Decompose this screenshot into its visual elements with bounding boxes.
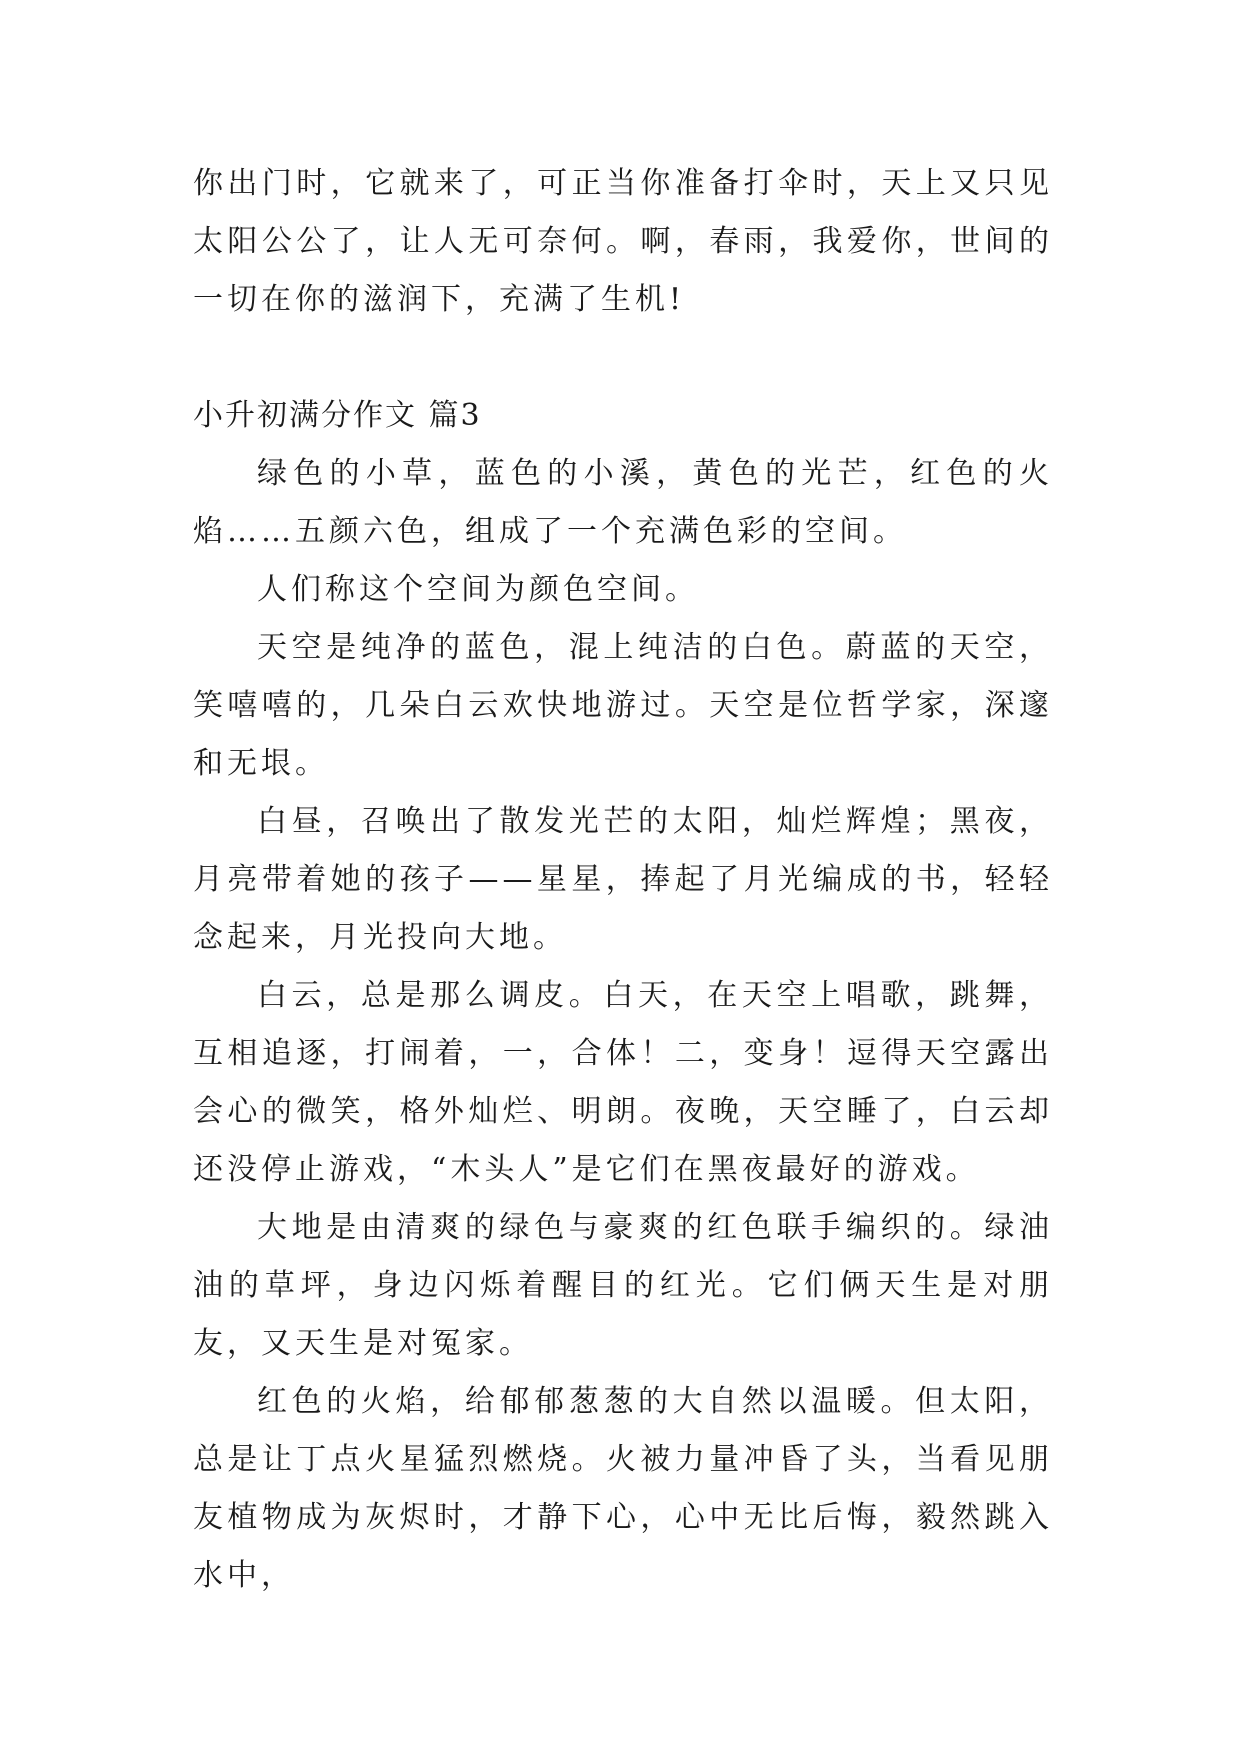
section-title: 小升初满分作文 篇3 xyxy=(193,398,482,433)
paragraph-3: 天空是纯净的蓝色，混上纯洁的白色。蔚蓝的天空，笑嘻嘻的，几朵白云欢快地游过。天空是位哲学家，深邃和无垠。 xyxy=(193,630,1053,781)
paragraph-7: 红色的火焰，给郁郁葱葱的大自然以温暖。但太阳，总是让丁点火星猛烈燃烧。火被力量冲昏了头，当看见朋友植物成为灰烬时，才静下心，心中无比后悔，毅然跳入水中， xyxy=(193,1384,1053,1593)
paragraph-5: 白云，总是那么调皮。白天，在天空上唱歌，跳舞，互相追逐，打闹着，一，合体！二，变身！逗得天空露出会心的微笑，格外灿烂、明朗。夜晚，天空睡了，白云却还没停止游戏，“木头人”是它们在黑夜最好的游戏。 xyxy=(193,978,1053,1187)
paragraph-6: 大地是由清爽的绿色与豪爽的红色联手编织的。绿油油的草坪，身边闪烁着醒目的红光。它们俩天生是对朋友，又天生是对冤家。 xyxy=(193,1210,1053,1361)
paragraph-2: 人们称这个空间为颜色空间。 xyxy=(257,572,699,607)
document-page xyxy=(193,155,1053,1605)
paragraph-4: 白昼，召唤出了散发光芒的太阳，灿烂辉煌；黑夜，月亮带着她的孩子——星星，捧起了月光编成的书，轻轻念起来，月光投向大地。 xyxy=(193,804,1053,955)
continuation-paragraph: 你出门时，它就来了，可正当你准备打伞时，天上又只见太阳公公了，让人无可奈何。啊，春雨，我爱你，世间的一切在你的滋润下，充满了生机! xyxy=(193,166,1053,317)
paragraph-1: 绿色的小草，蓝色的小溪，黄色的光芒，红色的火焰……五颜六色，组成了一个充满色彩的空间。 xyxy=(193,456,1053,549)
